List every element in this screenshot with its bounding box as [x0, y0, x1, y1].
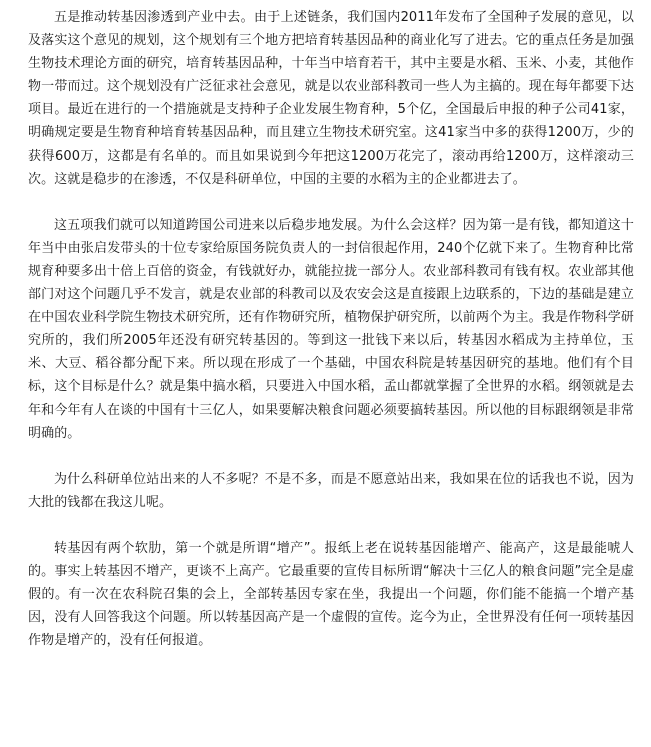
- paragraph-3: 为什么科研单位站出来的人不多呢？不是不多，而是不愿意站出来，我如果在位的话我也不说，因为大批的钱都在我这儿呢。: [28, 471, 634, 510]
- paragraph-1: 五是推动转基因渗透到产业中去。由于上述链条，我们国内2011年发布了全国种子发展的意见，以及落实这个意见的规划，这个规划有三个地方把培育转基因品种的商业化写了进去。它的重点任务是加强生物技术理论方面的研究，培育转基因品种，十年当中培育若干，其中主要是水稻、玉米、小麦，其他作物一带而过。这个规划没有广泛征求社会意见，就是以农业部科教司一些人为主搞的。现在每年都要下达项目。最近在进行的一个措施就是支持种子企业发展生物育种，5个亿，全国最后申报的种子公司41家，明确规定要是生物育种培育转基因品种，而且建立生物技术研究室。这41家当中多的获得1200万，少的获得600万，这都是有名单的。而且如果说到今年把这1200万花完了，滚动再给1200万，这样滚动三次。这就是稳步的在渗透，不仅是科研单位，中国的主要的水稻为主的企业都进去了。: [28, 10, 634, 187]
- paragraph-4: 转基因有两个软肋，第一个就是所谓“增产”。报纸上老在说转基因能增产、能高产，这是最能唬人的。事实上转基因不增产，更谈不上高产。它最重要的宣传目标所谓“解决十三亿人的粮食问题”完全是虚假的。有一次在农科院召集的会上，全部转基因专家在坐，我提出一个问题，你们能不能搞一个增产基因，没有人回答我这个问题。所以转基因高产是一个虚假的宣传。迄今为止，全世界没有任何一项转基因作物是增产的，没有任何报道。: [28, 540, 634, 649]
- article-body: [28, 6, 634, 652]
- paragraph-2: 这五项我们就可以知道跨国公司进来以后稳步地发展。为什么会这样？因为第一是有钱，都知道这十年当中由张启发带头的十位专家给原国务院负责人的一封信很起作用，240个亿就下来了。生物育种比常规育种要多出十倍上百倍的资金，有钱就好办，就能拉拢一部分人。农业部科教司有钱有权。农业部其他部门对这个问题几乎不发言，就是农业部的科教司以及农安会这是直接跟上边联系的，下边的基础是建立在中国农业科学院生物技术研究所，还有作物研究所，植物保护研究所，以前两个为主。我是作物科学研究所的，我们所2005年还没有研究转基因的。等到这一批钱下来以后，转基因水稻成为主持单位，玉米、大豆、稻谷都分配下来。所以现在形成了一个基础，中国农科院是转基因研究的基地。他们有个目标，这个目标是什么？就是集中搞水稻，只要进入中国水稻，孟山都就掌握了全世界的水稻。纲领就是去年和今年有人在谈的中国有十三亿人，如果要解决粮食问题必须要搞转基因。所以他的目标跟纲领是非常明确的。: [28, 217, 634, 441]
